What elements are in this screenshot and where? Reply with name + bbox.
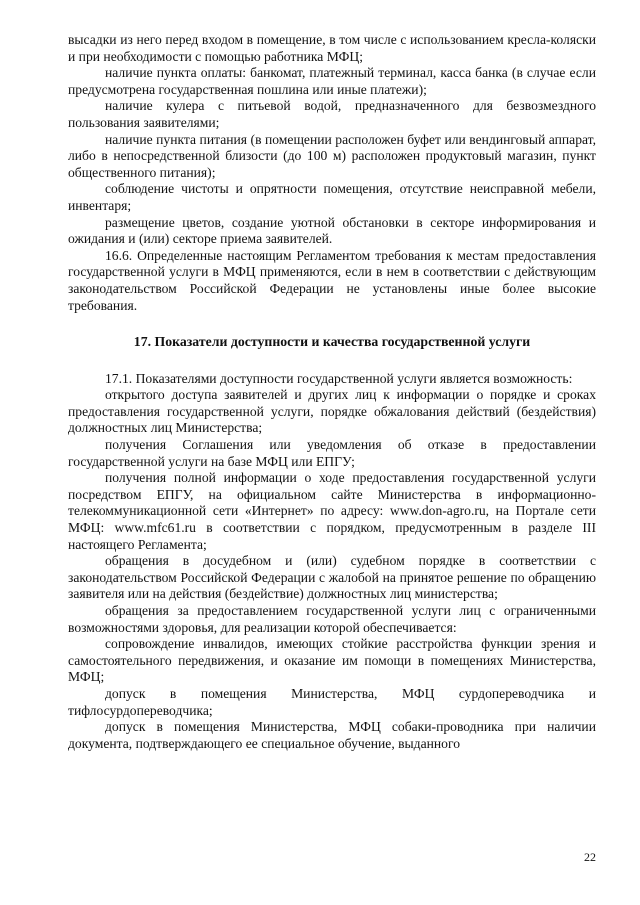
paragraph: получения Соглашения или уведомления об отказе в предоставлении государственной услуги на базе МФЦ или ЕПГУ; — [68, 437, 596, 469]
paragraph: открытого доступа заявителей и других лиц к информации о порядке и сроках предоставления государственной услуги, порядке обжалования действий (бездействия) должностных лиц Министерства; — [68, 387, 596, 436]
document-page — [68, 32, 596, 752]
paragraph: допуск в помещения Министерства, МФЦ сурдопереводчика и тифлосурдопереводчика; — [68, 685, 596, 718]
paragraph: наличие кулера с питьевой водой, предназначенного для безвозмездного пользования заявителями; — [68, 98, 596, 130]
paragraph: получения полной информации о ходе предоставления государственной услуги посредством ЕПГУ, на официальном сайте Министерства в информационно-телекоммуникационной сети «Интернет» по адресу: www.don-agro.ru, на Портале сети МФЦ: www.mfc61.ru в соответствии с порядком, предусмотренным в разделе III настоящего Регламента; — [68, 470, 596, 552]
paragraphs-after — [68, 371, 596, 753]
paragraph: высадки из него перед входом в помещение, в том числе с использованием кресла-коляски и при необходимости с помощью работника МФЦ; — [68, 32, 596, 64]
page-number: 22 — [584, 850, 596, 864]
paragraph: размещение цветов, создание уютной обстановки в секторе информирования и ожидания и (или) секторе приема заявителей. — [68, 214, 596, 247]
paragraph: 17.1. Показателями доступности государственной услуги является возможность: — [105, 370, 573, 386]
paragraph: допуск в помещения Министерства, МФЦ собаки-проводника при наличии документа, подтверждающего ее специальное обучение, выданного — [68, 719, 596, 751]
paragraph: обращения в досудебном и (или) судебном порядке в соответствии с законодательством Российской Федерации с жалобой на принятое решение по обращению заявителя или на действия (бездействие) должностных лиц министерства; — [68, 553, 596, 602]
paragraphs-before — [68, 32, 596, 314]
paragraph: соблюдение чистоты и опрятности помещения, отсутствие неисправной мебели, инвентаря; — [68, 181, 596, 213]
paragraph: обращения за предоставлением государственной услуги лиц с ограниченными возможностями здоровья, для реализации которой обеспечивается: — [68, 603, 596, 635]
paragraph: наличие пункта оплаты: банкомат, платежный терминал, касса банка (в случае если предусмотрена государственная пошлина или иные платежи); — [68, 65, 596, 97]
section-heading: 17. Показатели доступности и качества государственной услуги — [133, 334, 531, 350]
paragraph: 16.6. Определенные настоящим Регламентом требования к местам предоставления государственной услуги в МФЦ применяются, если в нем в соответствии с действующим законодательством Российской Федерации не установлены иные более высокие требования. — [68, 247, 596, 313]
paragraph: сопровождение инвалидов, имеющих стойкие расстройства функции зрения и самостоятельного передвижения, и оказание им помощи в помещениях Министерства, МФЦ; — [68, 636, 596, 685]
paragraph: наличие пункта питания (в помещении расположен буфет или вендинговый аппарат, либо в непосредственной близости (до 100 м) расположен продуктовый магазин, пункт общественного питания); — [68, 131, 596, 180]
